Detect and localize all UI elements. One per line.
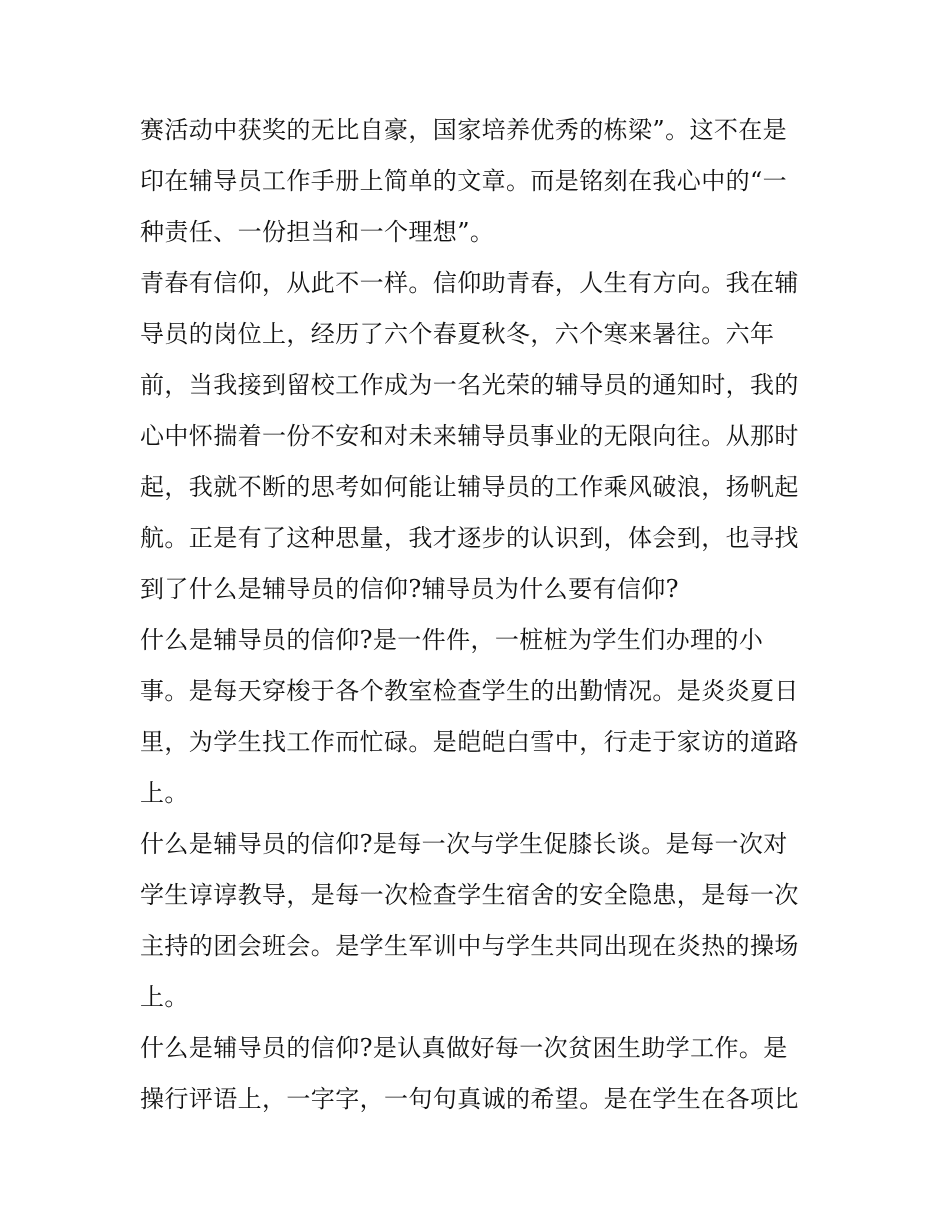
text-line: 航。正是有了这种思量，我才逐步的认识到，体会到，也寻找 <box>140 524 799 552</box>
text-line: 上。 <box>140 779 189 807</box>
text-line: 到了什么是辅导员的信仰?辅导员为什么要有信仰? <box>140 575 679 603</box>
text-line: 前，当我接到留校工作成为一名光荣的辅导员的通知时，我的 <box>140 371 799 399</box>
text-line: 赛活动中获奖的无比自豪，国家培养优秀的栋梁”。这不在是 <box>140 116 788 144</box>
text-line: 学生谆谆教导，是每一次检查学生宿舍的安全隐患，是每一次 <box>140 881 799 909</box>
text-line: 导员的岗位上，经历了六个春夏秋冬，六个寒来暑往。六年 <box>140 320 775 348</box>
text-line: 什么是辅导员的信仰?是认真做好每一次贫困生助学工作。是 <box>140 1034 788 1062</box>
text-line: 里，为学生找工作而忙碌。是皑皑白雪中，行走于家访的道路 <box>140 728 799 756</box>
text-line: 起，我就不断的思考如何能让辅导员的工作乘风破浪，扬帆起 <box>140 473 799 501</box>
text-line: 青春有信仰，从此不一样。信仰助青春，人生有方向。我在辅 <box>140 269 799 297</box>
text-line: 操行评语上，一字字，一句句真诚的希望。是在学生在各项比 <box>140 1085 799 1113</box>
text-line: 印在辅导员工作手册上简单的文章。而是铭刻在我心中的“一 <box>140 167 788 195</box>
text-line: 主持的团会班会。是学生军训中与学生共同出现在炎热的操场 <box>140 932 799 960</box>
text-line: 上。 <box>140 983 189 1011</box>
text-line: 心中怀揣着一份不安和对未来辅导员事业的无限向往。从那时 <box>140 422 799 450</box>
text-line: 什么是辅导员的信仰?是每一次与学生促膝长谈。是每一次对 <box>140 830 788 858</box>
text-line: 什么是辅导员的信仰?是一件件，一桩桩为学生们办理的小 <box>140 626 764 654</box>
document-body <box>140 105 830 1125</box>
text-line: 事。是每天穿梭于各个教室检查学生的出勤情况。是炎炎夏日 <box>140 677 799 705</box>
text-line: 种责任、一份担当和一个理想”。 <box>140 218 495 246</box>
